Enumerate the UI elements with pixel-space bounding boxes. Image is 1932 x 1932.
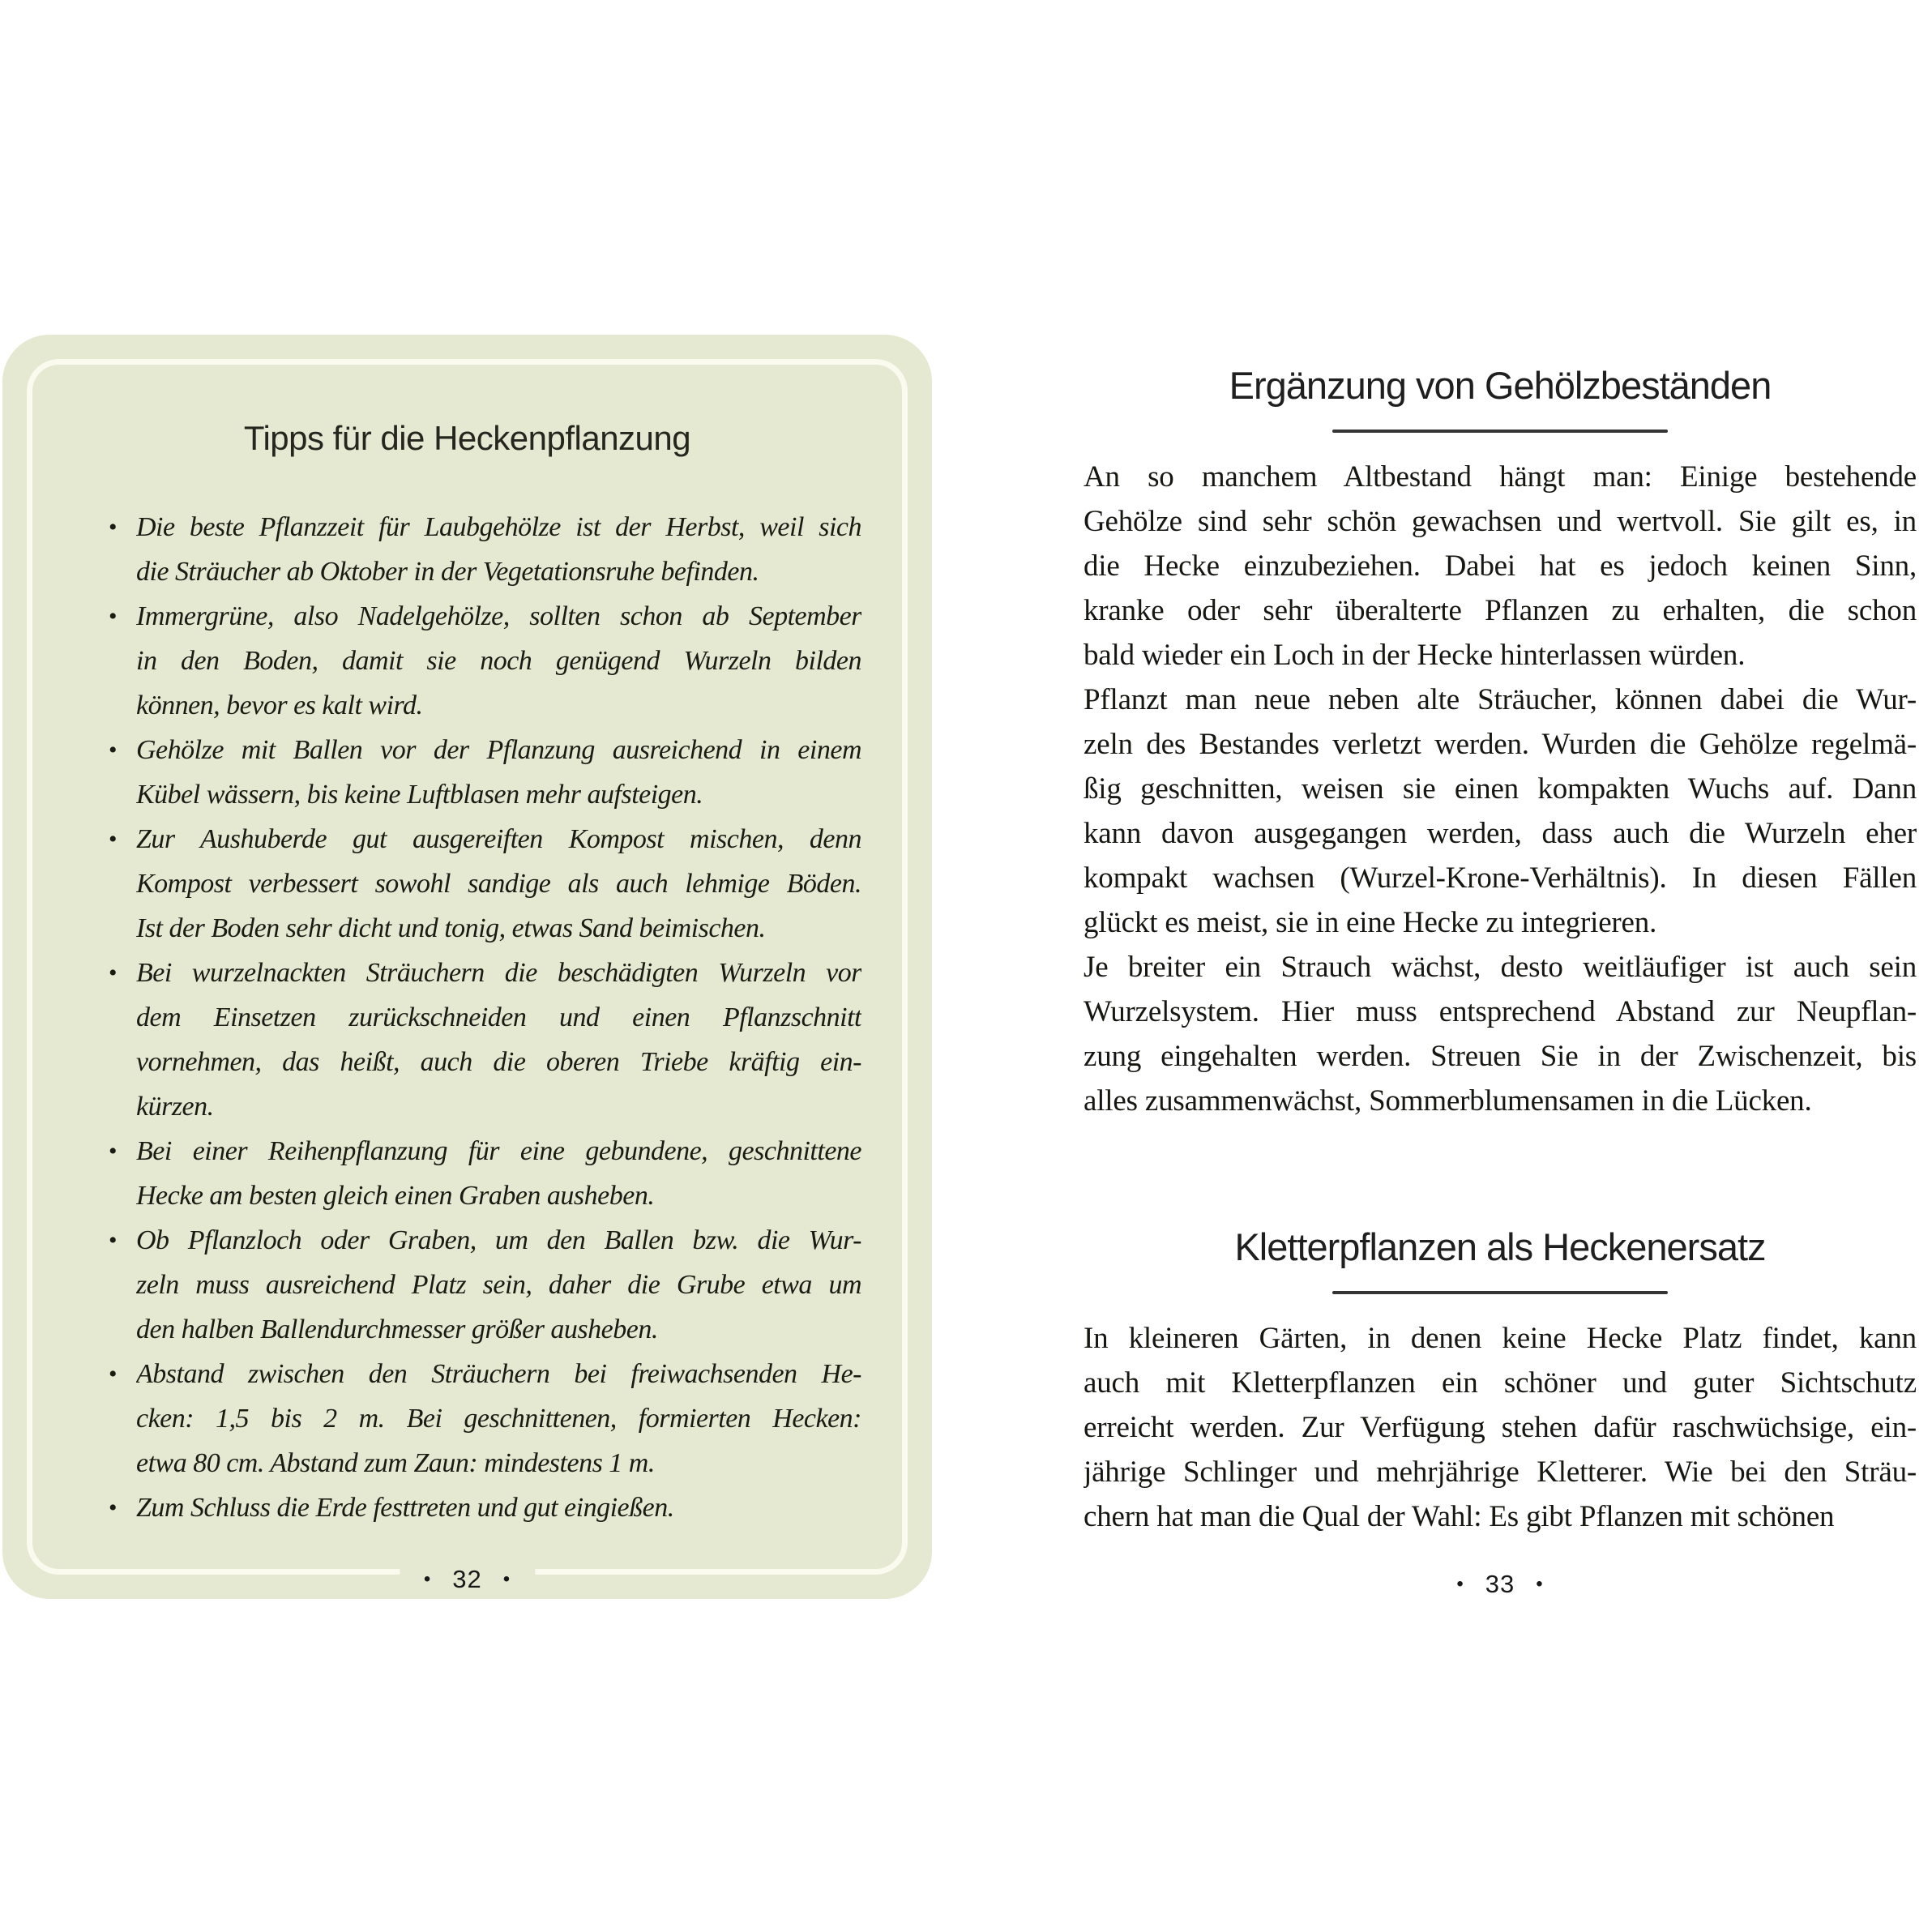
section-heading: Kletterpflanzen als Heckenersatz: [1234, 1225, 1766, 1268]
body-line: kompakt wachsen (Wurzel-Krone-Verhältnis). In diesen Fällen: [1084, 861, 1917, 895]
tip-list-item: [136, 1485, 861, 1530]
tip-line: Ist der Boden sehr dicht und tonig, etwas Sand beimischen.: [136, 913, 766, 943]
tip-list-item: [136, 728, 861, 817]
tip-line: in den Boden, damit sie noch genügend Wurzeln bilden: [136, 646, 861, 676]
page-number-right-value: 33: [1485, 1570, 1515, 1598]
right-page-sections: [1084, 0, 1917, 1539]
right-page-section: [1084, 363, 1917, 1123]
heading-rule: [1332, 1291, 1668, 1294]
body-paragraph: [1084, 945, 1917, 1123]
page-number-right: [1084, 1567, 1917, 1601]
tip-line: • Zur Aushuberde gut ausgereiften Kompost mischen, denn: [136, 824, 861, 854]
body-line: bald wieder ein Loch in der Hecke hinterlassen würden.: [1084, 639, 1746, 672]
tip-line: • Bei einer Reihenpflanzung für eine gebundene, geschnittene: [136, 1136, 861, 1166]
body-line: Je breiter ein Strauch wächst, desto weitläufiger ist auch sein: [1084, 951, 1917, 984]
tip-list-item: [136, 951, 861, 1129]
tip-list-item: [136, 1352, 861, 1485]
tip-line: • Die beste Pflanzzeit für Laubgehölze ist der Herbst, weil sich: [136, 512, 861, 542]
body-line: An so manchem Altbestand hängt man: Einige bestehende: [1084, 460, 1917, 494]
tip-line: Kübel wässern, bis keine Luftblasen mehr aufsteigen.: [136, 780, 703, 810]
pagenum-dot: •: [1536, 1573, 1544, 1595]
tip-line: kürzen.: [136, 1092, 214, 1122]
section-heading: Ergänzung von Gehölzbeständen: [1229, 364, 1772, 407]
tip-list: [136, 505, 861, 1530]
page-number-left: [400, 1560, 535, 1599]
tip-line: cken: 1,5 bis 2 m. Bei geschnittenen, formierten Hecken:: [136, 1404, 861, 1434]
body-line: erreicht werden. Zur Verfügung stehen dafür raschwüchsige, ein-: [1084, 1411, 1917, 1444]
tip-line: • Gehölze mit Ballen vor der Pflanzung ausreichend in einem: [136, 735, 861, 765]
tip-line: dem Einsetzen zurückschneiden und einen Pflanzschnitt: [136, 1002, 861, 1032]
right-page: [1084, 0, 1917, 1932]
tip-line: die Sträucher ab Oktober in der Vegetationsruhe befinden.: [136, 557, 759, 587]
tip-list-item: [136, 817, 861, 951]
tip-box: [2, 335, 932, 1599]
tip-line: • Immergrüne, also Nadelgehölze, sollten schon ab September: [136, 601, 861, 631]
body-line: kranke oder sehr überalterte Pflanzen zu erhalten, die schon: [1084, 594, 1917, 627]
tip-line: zeln muss ausreichend Platz sein, daher die Grube etwa um: [136, 1270, 861, 1300]
pagenum-dot: •: [1456, 1573, 1464, 1595]
tip-line: vornehmen, das heißt, auch die oberen Triebe kräftig ein-: [136, 1047, 861, 1077]
right-page-section: [1084, 1225, 1917, 1539]
tip-list-item: [136, 1129, 861, 1218]
tip-box-title: Tipps für die Heckenpflanzung: [243, 419, 691, 457]
tip-line: etwa 80 cm. Abstand zum Zaun: mindestens 1 m.: [136, 1448, 655, 1478]
tip-line: • Abstand zwischen den Sträuchern bei freiwachsenden He-: [136, 1359, 861, 1389]
body-line: die Hecke einzubeziehen. Dabei hat es jedoch keinen Sinn,: [1084, 549, 1917, 583]
tip-list-item: [136, 505, 861, 594]
tip-list-item: [136, 594, 861, 728]
body-line: chern hat man die Qual der Wahl: Es gibt Pflanzen mit schönen: [1084, 1500, 1835, 1533]
tip-line: • Ob Pflanzloch oder Graben, um den Ballen bzw. die Wur-: [136, 1225, 861, 1255]
body-line: Gehölze sind sehr schön gewachsen und wertvoll. Sie gilt es, in: [1084, 505, 1917, 538]
page-number-left-value: 32: [452, 1565, 482, 1593]
heading-rule: [1332, 430, 1668, 433]
body-line: ßig geschnitten, weisen sie einen kompakten Wuchs auf. Dann: [1084, 772, 1917, 806]
tip-line: können, bevor es kalt wird.: [136, 690, 423, 720]
body-paragraph: [1084, 455, 1917, 677]
body-line: alles zusammenwächst, Sommerblumensamen in die Lücken.: [1084, 1084, 1812, 1118]
body-line: zung eingehalten werden. Streuen Sie in der Zwischenzeit, bis: [1084, 1040, 1917, 1073]
tip-line: • Bei wurzelnackten Sträuchern die beschädigten Wurzeln vor: [136, 958, 861, 988]
pagenum-dot: •: [502, 1568, 511, 1590]
tip-line: Kompost verbessert sowohl sandige als auch lehmige Böden.: [136, 869, 861, 899]
body-paragraph: [1084, 677, 1917, 945]
body-line: kann davon ausgegangen werden, dass auch die Wurzeln eher: [1084, 817, 1917, 850]
body-line: auch mit Kletterpflanzen ein schöner und guter Sichtschutz: [1084, 1366, 1917, 1400]
tip-list-item: [136, 1218, 861, 1352]
body-line: In kleineren Gärten, in denen keine Hecke Platz findet, kann: [1084, 1322, 1917, 1355]
body-line: glückt es meist, sie in eine Hecke zu integrieren.: [1084, 906, 1657, 939]
body-line: jährige Schlinger und mehrjährige Kletterer. Wie bei den Sträu-: [1084, 1455, 1917, 1489]
pagenum-dot: •: [423, 1568, 432, 1590]
tip-line: Hecke am besten gleich einen Graben ausheben.: [136, 1181, 655, 1211]
tip-line: den halben Ballendurchmesser größer ausheben.: [136, 1314, 658, 1344]
tip-line: • Zum Schluss die Erde festtreten und gut eingießen.: [136, 1493, 674, 1523]
body-paragraph: [1084, 1316, 1917, 1539]
body-line: Pflanzt man neue neben alte Sträucher, können dabei die Wur-: [1084, 683, 1917, 716]
body-line: zeln des Bestandes verletzt werden. Wurden die Gehölze regelmä-: [1084, 728, 1917, 761]
body-line: Wurzelsystem. Hier muss entsprechend Abstand zur Neupflan-: [1084, 995, 1917, 1028]
